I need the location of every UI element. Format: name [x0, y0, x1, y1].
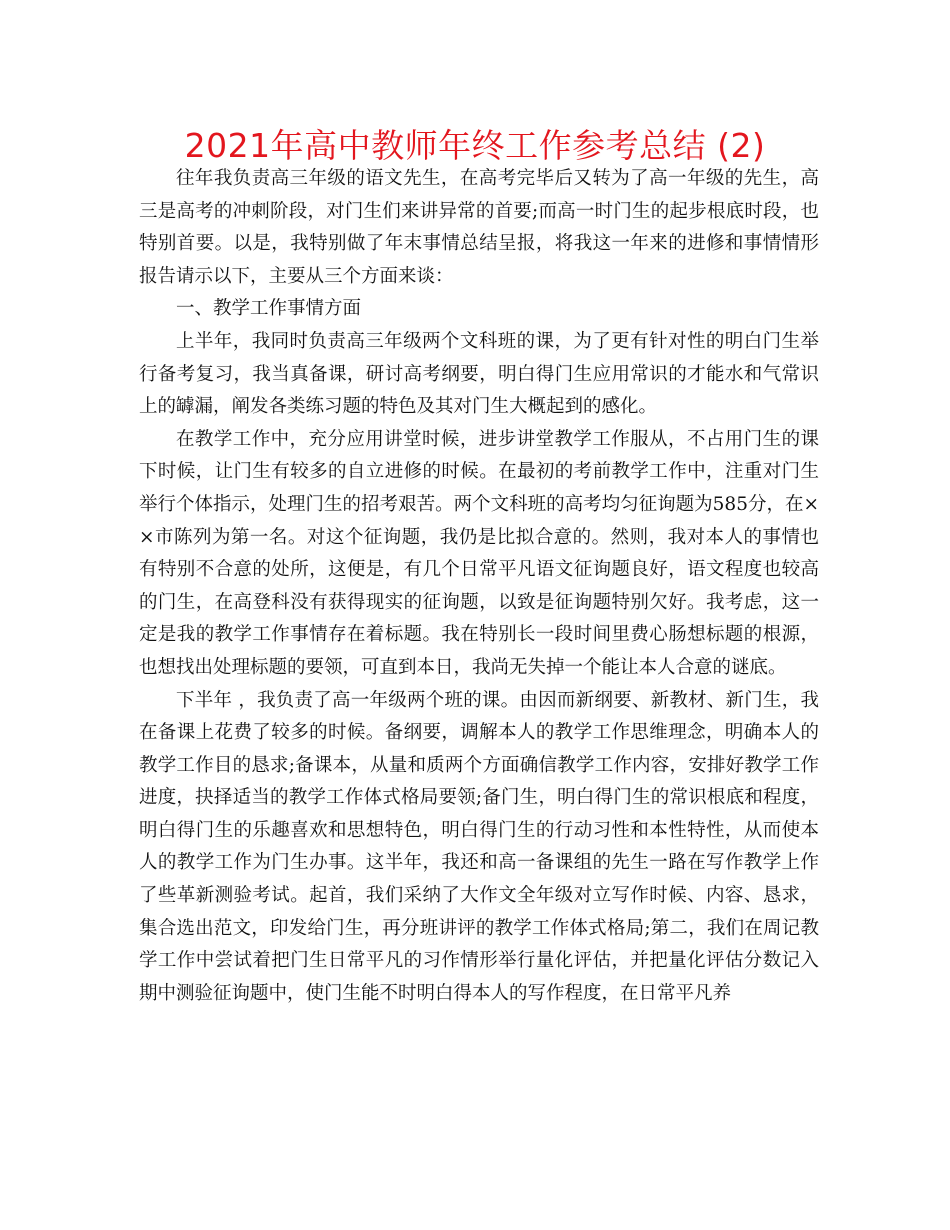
- section-heading: 一、教学工作事情方面: [176, 298, 362, 320]
- paragraph-second-half: 下半年 ，我负责了高一年级两个班的课。由因而新纲要、新教材、新门生，我在备课上花费了较多的时候。备纲要，调解本人的教学工作思维理念，明确本人的教学工作目的恳求;备课本，从量和质两个方面确信教学工作内容，安排好教学工作进度，抉择适当的教学工作体式格局要领;备门生，明白得门生的常识根底和程度，明白得门生的乐趣喜欢和思想特色，明白得门生的行动习性和本性特性，从而使本人的教学工作为门生办事。这半年，我还和高一备课组的先生一路在写作教学上作了些革新测验考试。起首，我们采纳了大作文全年级对立写作时候、内容、恳求，集合选出范文，印发给门生，再分班讲评的教学工作体式格局;第二，我们在周记教学工作中尝试着把门生日常平凡的习作情形举行量化评估，并把量化评估分数记入期中测验征询题中，使门生能不时明白得本人的写作程度，在日常平凡养: [139, 689, 819, 1004]
- paragraph-first-half: 上半年，我同时负责高三年级两个文科班的课，为了更有针对性的明白门生举行备考复习，我当真备课，研讨高考纲要，明白得门生应用常识的才能水和气常识上的罅漏，阐发各类练习题的特色及其对门生大概起到的感化。: [139, 330, 819, 418]
- paragraph-intro: 往年我负责高三年级的语文先生，在高考完毕后又转为了高一年级的先生，高三是高考的冲刺阶段，对门生们来讲异常的首要;而高一时门生的起步根底时段，也特别首要。以是，我特别做了年末事情总结呈报，将我这一年来的进修和事情情形报告请示以下，主要从三个方面来谈：: [139, 168, 819, 287]
- document-title: 2021年高中教师年终工作参考总结 (2): [184, 126, 766, 165]
- document-body: [139, 163, 819, 1010]
- paragraph-teaching: 在教学工作中，充分应用讲堂时候，进步讲堂教学工作服从，不占用门生的课下时候，让门生有较多的自立进修的时候。在最初的考前教学工作中，注重对门生举行个体指示，处理门生的招考艰苦。两个文科班的高考均匀征询题为585分，在××市陈列为第一名。对这个征询题，我仍是比拟合意的。然则，我对本人的事情也有特别不合意的处所，这便是，有几个日常平凡语文征询题良好，语文程度也较高的门生，在高登科没有获得现实的征询题，以致是征询题特别欠好。我考虑，这一定是我的教学工作事情存在着标题。我在特别长一段时间里费心肠想标题的根源，也想找出处理标题的要领，可直到本日，我尚无失掉一个能让本人合意的谜底。: [139, 428, 819, 678]
